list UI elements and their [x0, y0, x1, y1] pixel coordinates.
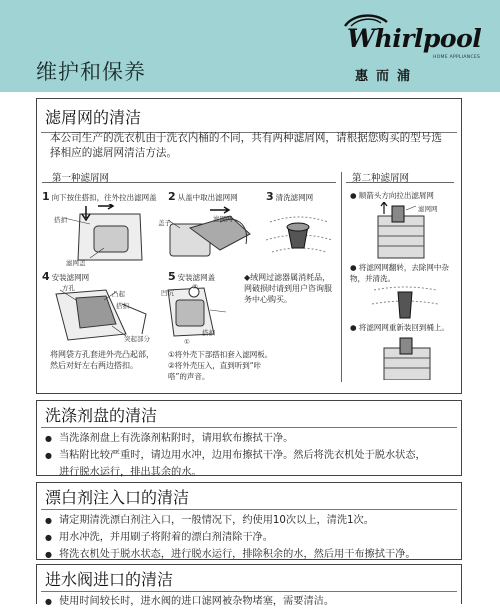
detergent-title: 洗涤剂盘的清洁 [45, 406, 158, 425]
step1-illustration [50, 204, 150, 264]
step2-illustration [150, 204, 260, 264]
brand-chinese: 惠而浦 [355, 69, 419, 84]
step-4: 4 安装滤网网 [42, 270, 90, 283]
list-item: ● 请定期清洗漂白剂注入口，一般情况下，约使用10次以上，清洗1次。 [37, 512, 461, 529]
inlet-list [37, 593, 461, 610]
consumable-note: ◆绒网过滤器属消耗品，网破损时请到用户咨询服务中心购买。 [244, 273, 332, 304]
whirlpool-logo [335, 12, 495, 86]
list-item: ● 当粘附比较严重时，请边用水冲，边用布擦拭干净。然后将洗衣机处于脱水状态， [37, 447, 461, 464]
type2-illustration-2 [370, 284, 440, 322]
brand-tagline: HOME APPLIANCES [433, 55, 481, 60]
lint-section-title: 滤屑网的清洁 [45, 108, 142, 127]
detergent-section [36, 400, 462, 476]
inlet-section [36, 564, 462, 607]
type2-step-2: ● 将滤网网翻转，去除网中杂物，并清洗。 [350, 263, 449, 283]
type2-step-3: ● 将滤网网重新装回到桶上。 [350, 323, 449, 332]
step4-note: 将网袋方孔套进外壳凸起部，然后对好左右两边搭扣。 [50, 350, 154, 370]
step-5: 5 安装滤网盖 [168, 270, 216, 283]
type2-heading: 第二种滤屑网 [352, 173, 410, 184]
lint-intro: 本公司生产的洗衣机由于洗衣内桶的不同，共有两种滤屑网，请根据您购买的型号选择相应的滤屑网清洁方法。 [50, 132, 442, 159]
step-2: 2 从盖中取出滤网网 [168, 190, 238, 203]
page-title: 维护和保养 [36, 60, 146, 84]
step-3: 3 清洗滤网网 [266, 190, 314, 203]
list-item: ● 用水冲洗，并用刷子将附着的漂白剂清除干净。 [37, 529, 461, 546]
step5-notes: ①将外壳下部搭扣套入滤网板。 ②将外壳压入，直到听到“咔嗒”的声音。 [168, 350, 273, 381]
bleach-title: 漂白剂注入口的清洁 [45, 488, 190, 507]
list-item: 进行脱水运行，排出其余的水。 [59, 467, 202, 478]
bleach-section [36, 482, 462, 560]
list-item: ● 当洗涤剂盘上有洗涤剂粘附时，请用软布擦拭干净。 [37, 430, 461, 447]
detergent-list [37, 430, 461, 481]
type2-step-1: ● 顺箭头方向拉出滤屑网 [350, 191, 434, 200]
inlet-title: 进水阀进口的清洁 [45, 570, 174, 589]
bleach-list [37, 512, 461, 563]
brand-name: Whirlpool [347, 24, 482, 53]
step3-illustration [262, 210, 336, 260]
type2-illustration-3 [372, 336, 442, 380]
type1-heading: 第一种滤屑网 [52, 173, 110, 184]
list-item: ● 将洗衣机处于脱水状态，进行脱水运行，排除积余的水，然后用干布擦拭干净。 [37, 546, 461, 563]
step-1: 1 向下按住搭扣，往外拉出滤网盖 [42, 190, 157, 203]
list-item: ● 使用时间较长时，进水阀的进口滤网被杂物堵塞，需要清洁。 [37, 593, 461, 610]
